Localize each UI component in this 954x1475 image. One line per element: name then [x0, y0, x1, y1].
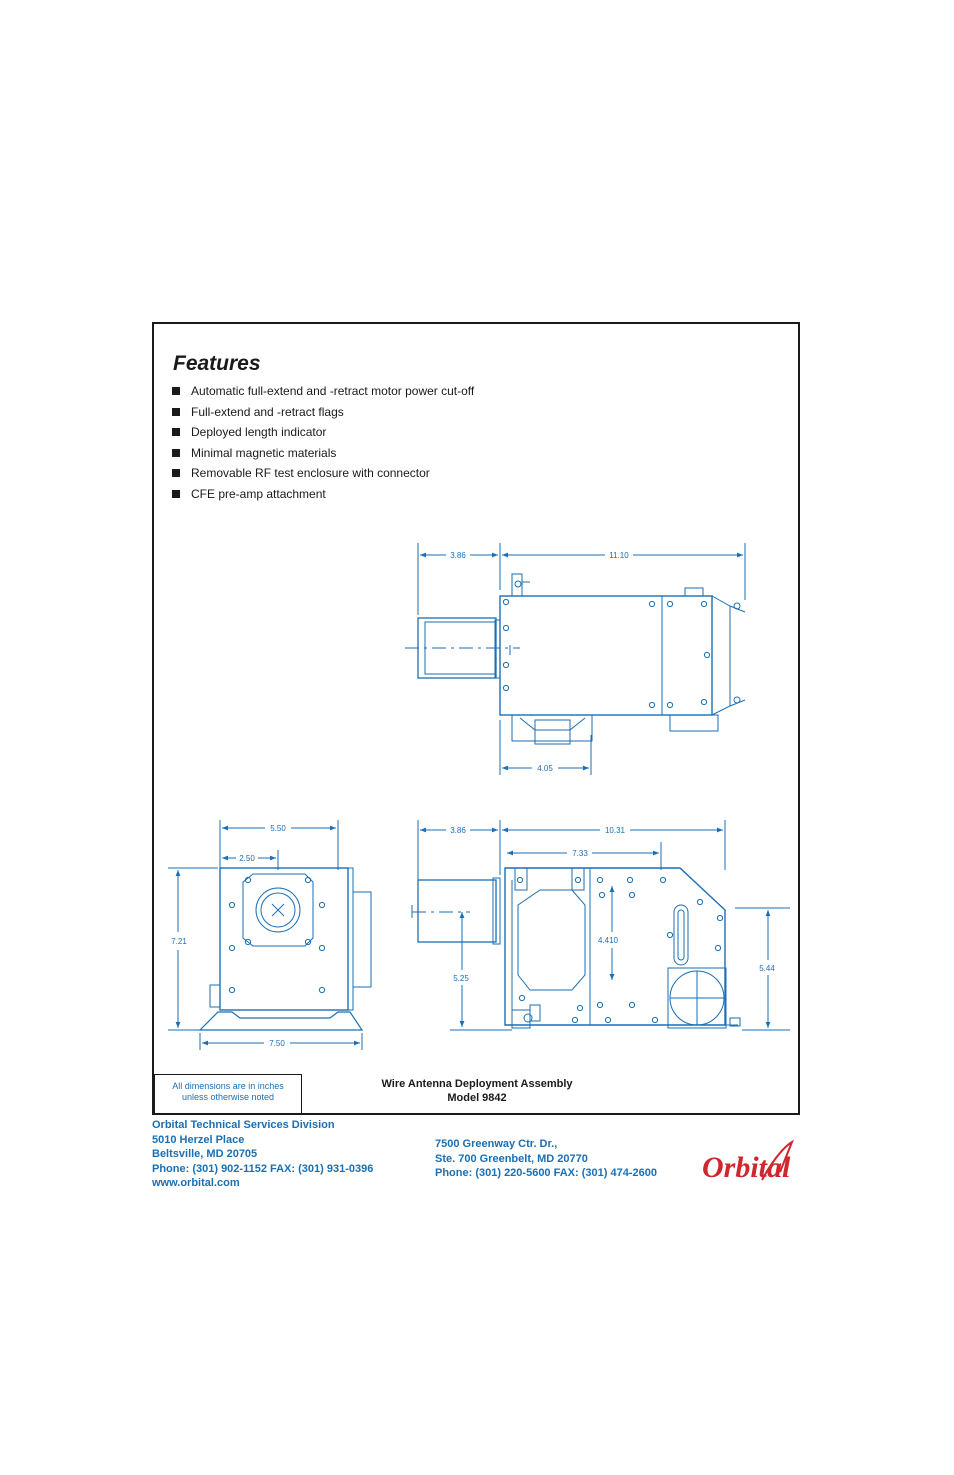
top-view — [405, 543, 745, 775]
website-link[interactable]: www.orbital.com — [152, 1177, 240, 1190]
feature-item: Removable RF test enclosure with connector — [172, 463, 474, 484]
feature-item: Deployed length indicator — [172, 422, 474, 443]
dim-label: 4.05 — [537, 764, 553, 773]
dim-label: 10.31 — [604, 826, 626, 835]
address-left: Orbital Technical Services Division 5010 Herzel Place Beltsville, MD 20705 Phone: (301) 902-1152 FAX: (301) 931-0396 www.orbital.com — [152, 1119, 374, 1190]
end-view — [168, 820, 371, 1050]
dim-label: 5.50 — [270, 824, 286, 833]
dim-label: 7.21 — [171, 937, 187, 946]
side-view — [412, 820, 790, 1030]
assembly-caption: Wire Antenna Deployment Assembly Model 9842 — [381, 1078, 573, 1104]
dim-label: 5.25 — [453, 974, 469, 983]
dim-label: 5.44 — [759, 964, 775, 973]
orbital-logo — [700, 1140, 825, 1190]
feature-item: Automatic full-extend and -retract motor power cut-off — [172, 381, 474, 402]
dim-label: 7.33 — [572, 849, 588, 858]
dim-label: 7.50 — [269, 1039, 285, 1048]
dim-label: 11.10 — [609, 551, 629, 560]
feature-item: Full-extend and -retract flags — [172, 402, 474, 423]
dim-label: 2.50 — [239, 854, 255, 863]
dim-label: 4.410 — [597, 936, 619, 945]
dim-label: 3.86 — [450, 826, 466, 835]
feature-item: Minimal magnetic materials — [172, 443, 474, 464]
features-title: Features — [173, 352, 261, 375]
dimensions-note: All dimensions are in inches unless otherwise noted — [154, 1074, 302, 1114]
address-right: 7500 Greenway Ctr. Dr., Ste. 700 Greenbelt, MD 20770 Phone: (301) 220-5600 FAX: (301) 474-2600 — [435, 1138, 657, 1180]
dim-label: 3.86 — [450, 551, 466, 560]
svg-text:Orbital: Orbital — [702, 1151, 791, 1184]
feature-item: CFE pre-amp attachment — [172, 484, 474, 505]
